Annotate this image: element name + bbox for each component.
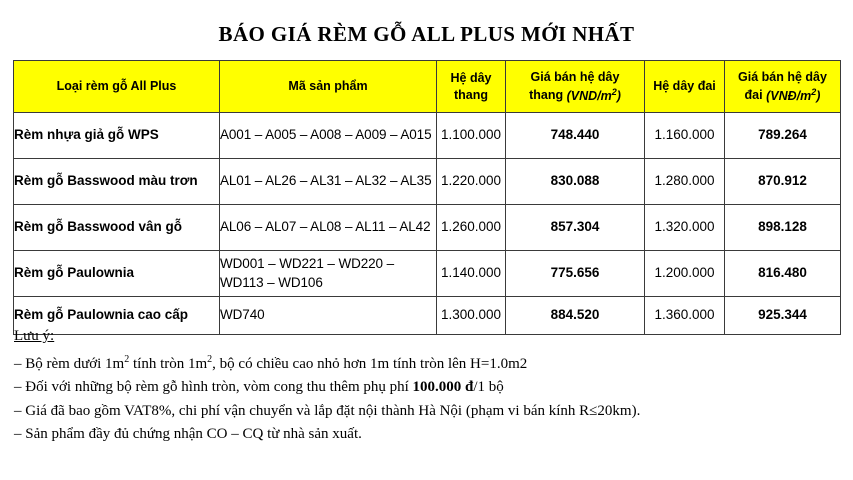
cell-tape-cord-price: 898.128: [725, 205, 841, 251]
tape-cord-price-line2: đai: [744, 88, 763, 103]
note-1-superscript-1: 2: [124, 354, 130, 365]
notes-section: [14, 328, 844, 446]
cell-tape-cord: 1.280.000: [645, 159, 725, 205]
unit-prefix: (VND/m: [566, 88, 612, 103]
cell-ladder-cord: 1.100.000: [437, 113, 506, 159]
table-row: [14, 159, 841, 205]
unit-superscript: 2: [811, 86, 817, 97]
page-title: BÁO GIÁ RÈM GỖ ALL PLUS MỚI NHẤT: [218, 22, 635, 46]
note-1-part-c: , bộ có chiều cao nhỏ hơn 1m tính tròn lên H=1.0m2: [212, 356, 528, 372]
cell-ladder-cord-price: 775.656: [506, 251, 645, 297]
cell-product-code: WD001 – WD221 – WD220 – WD113 – WD106: [220, 251, 437, 297]
column-header-product-type: [14, 61, 220, 113]
table-header-row: [14, 61, 841, 113]
cell-product-code: A001 – A005 – A008 – A009 – A015: [220, 113, 437, 159]
note-2-surcharge-amount: 100.000 đ: [412, 379, 474, 396]
cell-tape-cord-price: 789.264: [725, 113, 841, 159]
note-1-part-b: tính tròn 1m: [129, 356, 208, 372]
table-row: [14, 251, 841, 297]
cell-product-code: AL01 – AL26 – AL31 – AL32 – AL35: [220, 159, 437, 205]
tape-cord-price-line1: Giá bán hệ dây: [738, 69, 827, 84]
unit-prefix: (VNĐ/m: [766, 88, 812, 103]
cell-tape-cord-price: 816.480: [725, 251, 841, 297]
cell-tape-cord: 1.160.000: [645, 113, 725, 159]
unit-suffix: ): [816, 88, 821, 103]
cell-ladder-cord-price: 857.304: [506, 205, 645, 251]
cell-ladder-cord-price: 748.440: [506, 113, 645, 159]
ladder-cord-price-line1: Giá bán hệ dây: [530, 69, 620, 84]
cell-product-type: Rèm gỗ Paulownia cao cấp: [14, 297, 220, 335]
cell-ladder-cord: 1.260.000: [437, 205, 506, 251]
column-header-tape-cord-label: Hệ dây đai: [653, 79, 716, 94]
cell-product-code: AL06 – AL07 – AL08 – AL11 – AL42: [220, 205, 437, 251]
column-header-product-type-label: Loại rèm gỗ All Plus: [56, 79, 177, 94]
note-2-part-a: – Đối với những bộ rèm gỗ hình tròn, vòm cong thu thêm phụ phí: [14, 379, 413, 396]
note-1-part-a: – Bộ rèm dưới 1m: [14, 356, 125, 372]
column-header-tape-cord: [645, 61, 725, 113]
cell-tape-cord: 1.320.000: [645, 205, 725, 251]
notes-heading: Lưu ý:: [14, 328, 55, 344]
cell-ladder-cord: 1.140.000: [437, 251, 506, 297]
note-1-superscript-2: 2: [207, 354, 213, 365]
unit-suffix: ): [616, 88, 621, 103]
cell-tape-cord: 1.200.000: [645, 251, 725, 297]
cell-product-type: Rèm gỗ Paulownia: [14, 251, 220, 297]
cell-product-type: Rèm gỗ Basswood màu trơn: [14, 159, 220, 205]
cell-product-type: Rèm gỗ Basswood vân gỗ: [14, 205, 220, 251]
price-table: [13, 60, 841, 335]
note-item-3: – Giá đã bao gồm VAT8%, chi phí vận chuyển và lắp đặt nội thành Hà Nội (phạm vi bán kính R≤20km).: [14, 402, 641, 419]
cell-ladder-cord-price: 884.520: [506, 297, 645, 335]
ladder-cord-line1: Hệ dây: [450, 70, 492, 85]
unit-superscript: 2: [611, 86, 617, 97]
table-body: [14, 113, 841, 335]
column-header-product-code: [220, 61, 437, 113]
ladder-cord-price-unit: [566, 86, 621, 103]
column-header-product-code-label: Mã sản phẩm: [288, 79, 368, 94]
cell-product-type: Rèm nhựa giả gỗ WPS: [14, 113, 220, 159]
cell-ladder-cord: 1.220.000: [437, 159, 506, 205]
note-2-part-b: /1 bộ: [473, 379, 504, 396]
ladder-cord-price-line2: thang: [529, 88, 564, 103]
cell-tape-cord-price: 870.912: [725, 159, 841, 205]
cell-tape-cord-price: 925.344: [725, 297, 841, 335]
tape-cord-price-unit: [766, 86, 821, 103]
cell-ladder-cord: 1.300.000: [437, 297, 506, 335]
ladder-cord-line2: thang: [453, 87, 489, 102]
note-item-1: [14, 352, 844, 376]
column-header-ladder-cord-price: [506, 61, 645, 113]
table-row: [14, 113, 841, 159]
table-header: [14, 61, 841, 113]
column-header-tape-cord-price: [725, 61, 841, 113]
cell-tape-cord: 1.360.000: [645, 297, 725, 335]
cell-product-code: WD740: [220, 297, 437, 335]
table-row: [14, 205, 841, 251]
column-header-ladder-cord: [437, 61, 506, 113]
note-item-4: – Sản phẩm đầy đủ chứng nhận CO – CQ từ nhà sản xuất.: [14, 425, 362, 442]
note-item-2: [14, 376, 844, 399]
cell-ladder-cord-price: 830.088: [506, 159, 645, 205]
